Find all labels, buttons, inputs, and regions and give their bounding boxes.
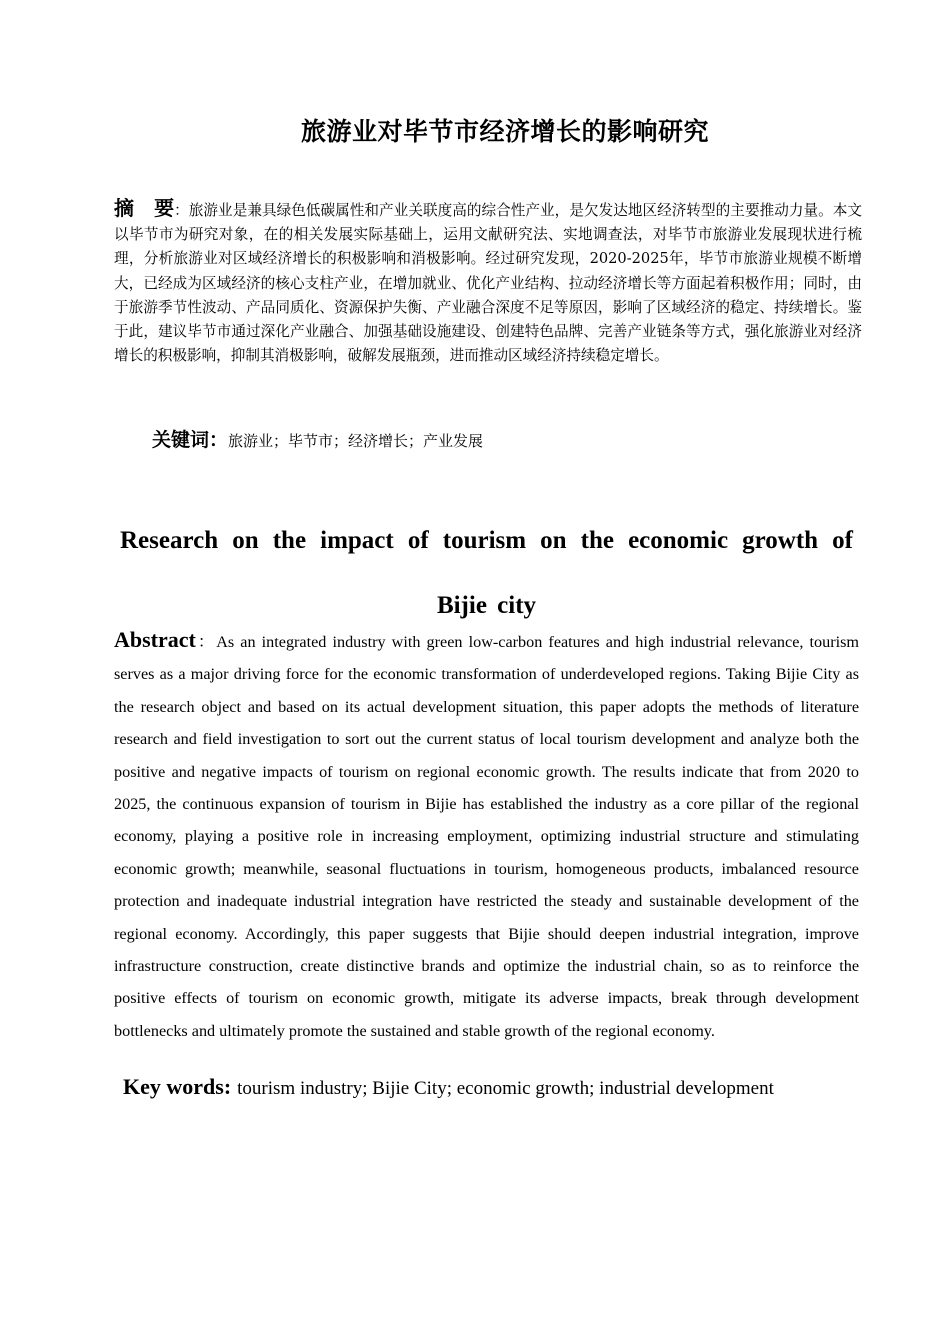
chinese-abstract-label: 摘 要 — [114, 196, 175, 220]
english-abstract-label: Abstract — [114, 627, 196, 652]
chinese-title: 旅游业对毕节市经济增长的影响研究 — [300, 117, 709, 146]
english-keywords-text: tourism industry; Bijie City; economic growth; industrial development — [237, 1078, 774, 1099]
chinese-keywords-label: 关键词： — [152, 429, 229, 451]
chinese-abstract-text: 旅游业是兼具绿色低碳属性和产业关联度高的综合性产业，是欠发达地区经济转型的主要推动力量。本文以毕节市为研究对象，在的相关发展实际基础上，运用文献研究法、实地调查法，对毕节市旅游业发展现状进行梳理，分析旅游业对区域经济增长的积极影响和消极影响。经过研究发现，2020-2025年，毕节市旅游业规模不断增大，已经成为区域经济的核心支柱产业，在增加就业、优化产业结构、拉动经济增长等方面起着积极作用；同时，由于旅游季节性波动、产品同质化、资源保护失衡、产业融合深度不足等原因，影响了区域经济的稳定、持续增长。鉴于此，建议毕节市通过深化产业融合、加强基础设施建设、创建特色品牌、完善产业链条等方式，强化旅游业对经济增长的积极影响，抑制其消极影响，破解发展瓶颈，进而推动区域经济持续稳定增长。 — [114, 202, 862, 365]
english-abstract — [114, 624, 859, 1047]
english-keywords — [123, 1071, 853, 1105]
english-title-line-2: Bijie city — [436, 592, 537, 619]
chinese-abstract-colon: ： — [174, 202, 189, 219]
chinese-keywords — [152, 426, 852, 455]
english-abstract-colon: ： — [195, 633, 217, 651]
chinese-keywords-text: 旅游业；毕节市；经济增长；产业发展 — [228, 432, 484, 450]
english-title-line-1: Research on the impact of tourism on the economic growth of — [120, 527, 853, 554]
english-keywords-label: Key words: — [123, 1074, 232, 1099]
english-abstract-text: As an integrated industry with green low-carbon features and high industrial relevance, tourism serves as a major driving force for the economic transformation of underdeveloped regions. Taking Bijie City as the research object and based on its actual development situation, this paper adopts the methods of literature research and field investigation to sort out the current status of local tourism development and analyze both the positive and negative impacts of tourism on regional economic growth. The results indicate that from 2020 to 2025, the continuous expansion of tourism in Bijie has established the industry as a core pillar of the regional economy, playing a positive role in increasing employment, optimizing industrial structure and stimulating economic growth; meanwhile, seasonal fluctuations in tourism, homogeneous products, imbalanced resource protection and inadequate industrial integration have restricted the steady and sustainable development of the regional economy. Accordingly, this paper suggests that Bijie should deepen industrial integration, improve infrastructure construction, create distinctive brands and optimize the industrial chain, so as to reinforce the positive effects of tourism on economic growth, mitigate its adverse impacts, break through development bottlenecks and ultimately promote the sustained and stable growth of the regional economy. — [114, 633, 859, 1040]
chinese-abstract — [114, 196, 862, 368]
english-title — [120, 508, 853, 638]
